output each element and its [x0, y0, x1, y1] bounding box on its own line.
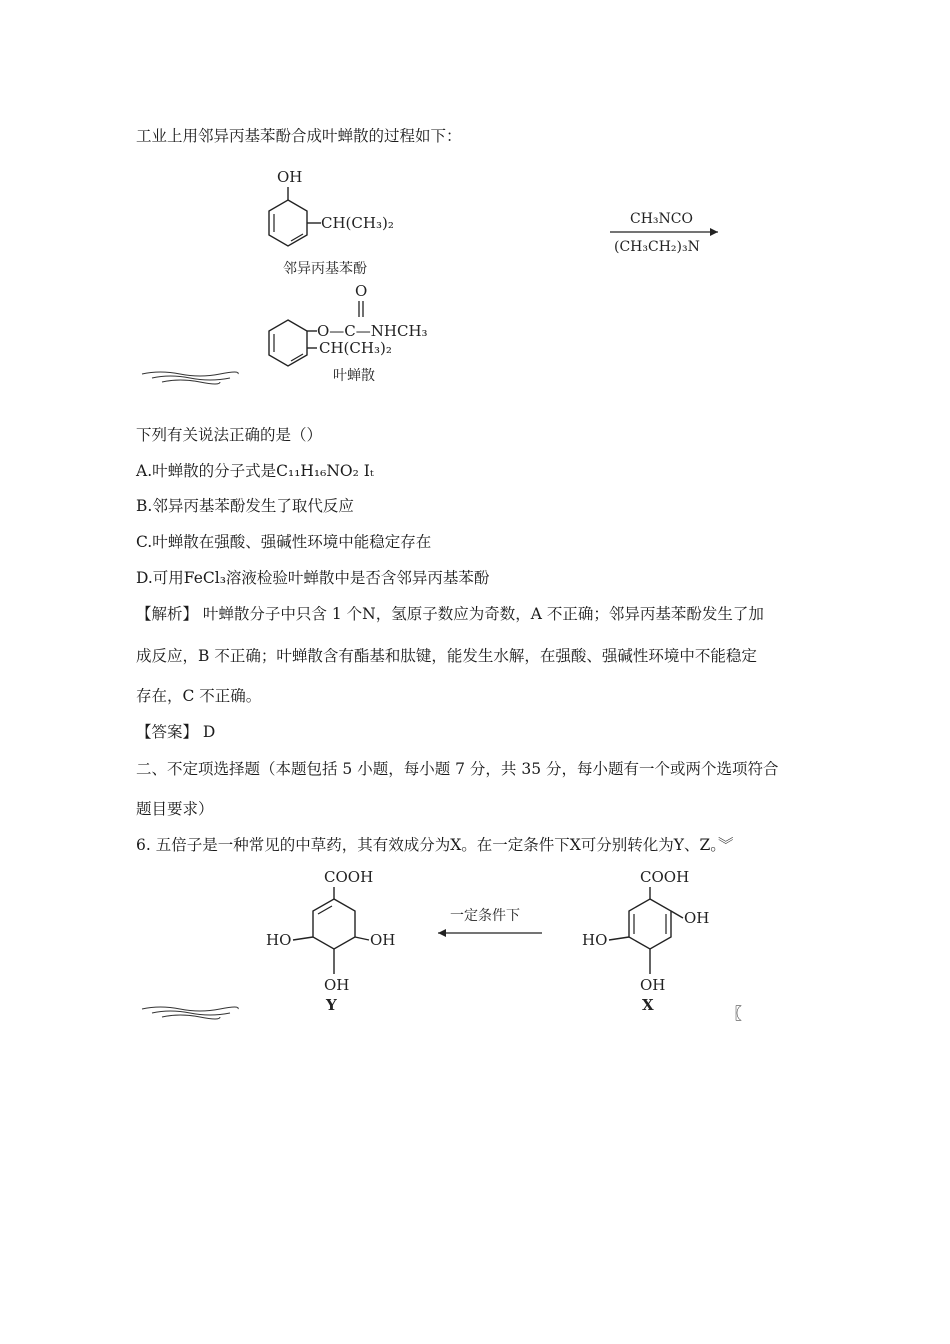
reaction-arrow-1 — [600, 205, 730, 260]
product-substituent: CH(CH₃)₂ — [319, 339, 392, 357]
analysis-line-2: 成反应，B 不正确；叶蝉散含有酯基和肽键，能发生水解，在强酸、强碱性环境中不能稳定 — [136, 647, 757, 665]
reaction-arrow-2 — [430, 905, 550, 945]
reactant-label: 邻异丙基苯酚 — [283, 261, 367, 277]
y-label: Y — [326, 996, 337, 1014]
squiggle-mark-2 — [140, 1005, 240, 1021]
product-structure — [255, 282, 465, 392]
compound-y-structure — [262, 862, 412, 1017]
section-title-line-1: 二、不定项选择题（本题包括 5 小题，每小题 7 分，共 35 分，每小题有一个或两个选项符合 — [136, 760, 779, 778]
arrow-label: 一定条件下 — [450, 908, 520, 924]
squiggle-mark-1 — [140, 370, 240, 386]
x-label: X — [642, 996, 654, 1014]
y-bottom-oh: OH — [324, 976, 350, 994]
product-o-top: O — [355, 282, 368, 300]
option-b: B.邻异丙基苯酚发生了取代反应 — [136, 497, 354, 515]
analysis-line-3: 存在，C 不正确。 — [136, 687, 262, 705]
option-c: C.叶蝉散在强酸、强碱性环境中能稳定存在 — [136, 533, 432, 551]
product-chain: O—C—NHCH₃ — [317, 322, 428, 340]
question-stem: 下列有关说法正确的是（） — [136, 426, 323, 444]
y-cooh: COOH — [324, 868, 374, 886]
x-right-oh: OH — [684, 909, 710, 927]
intro-text: 工业上用邻异丙基苯酚合成叶蝉散的过程如下： — [136, 127, 462, 145]
reactant-structure — [255, 165, 455, 280]
option-d: D.可用FeCl₃溶液检验叶蝉散中是否含邻异丙基苯酚 — [136, 569, 490, 587]
analysis-line-1: 【解析】 叶蝉散分子中只含 1 个N，氢原子数应为奇数，A 不正确；邻异丙基苯酚发生了加 — [136, 605, 764, 623]
reactant-oh: OH — [277, 168, 303, 186]
reagent-top: CH₃NCO — [630, 211, 693, 227]
question-6: 6. 五倍子是一种常见的中草药，其有效成分为X。在一定条件下X可分别转化为Y、Z。︾ — [136, 836, 734, 854]
x-left-ho: HO — [582, 931, 608, 949]
x-bottom-oh: OH — [640, 976, 666, 994]
compound-x-structure — [578, 862, 728, 1017]
x-cooh: COOH — [640, 868, 690, 886]
option-a: A.叶蝉散的分子式是C₁₁H₁₆NO₂ Ⅰₜ — [136, 462, 374, 480]
reactant-substituent: CH(CH₃)₂ — [321, 214, 394, 232]
bracket-mark: 〖 — [726, 1004, 743, 1023]
answer-text: 【答案】 D — [136, 723, 216, 741]
section-title-line-2: 题目要求） — [136, 800, 214, 818]
y-left-ho: HO — [266, 931, 292, 949]
reagent-bottom: (CH₃CH₂)₃N — [614, 239, 700, 255]
product-label: 叶蝉散 — [333, 368, 375, 384]
y-right-oh: OH — [370, 931, 396, 949]
